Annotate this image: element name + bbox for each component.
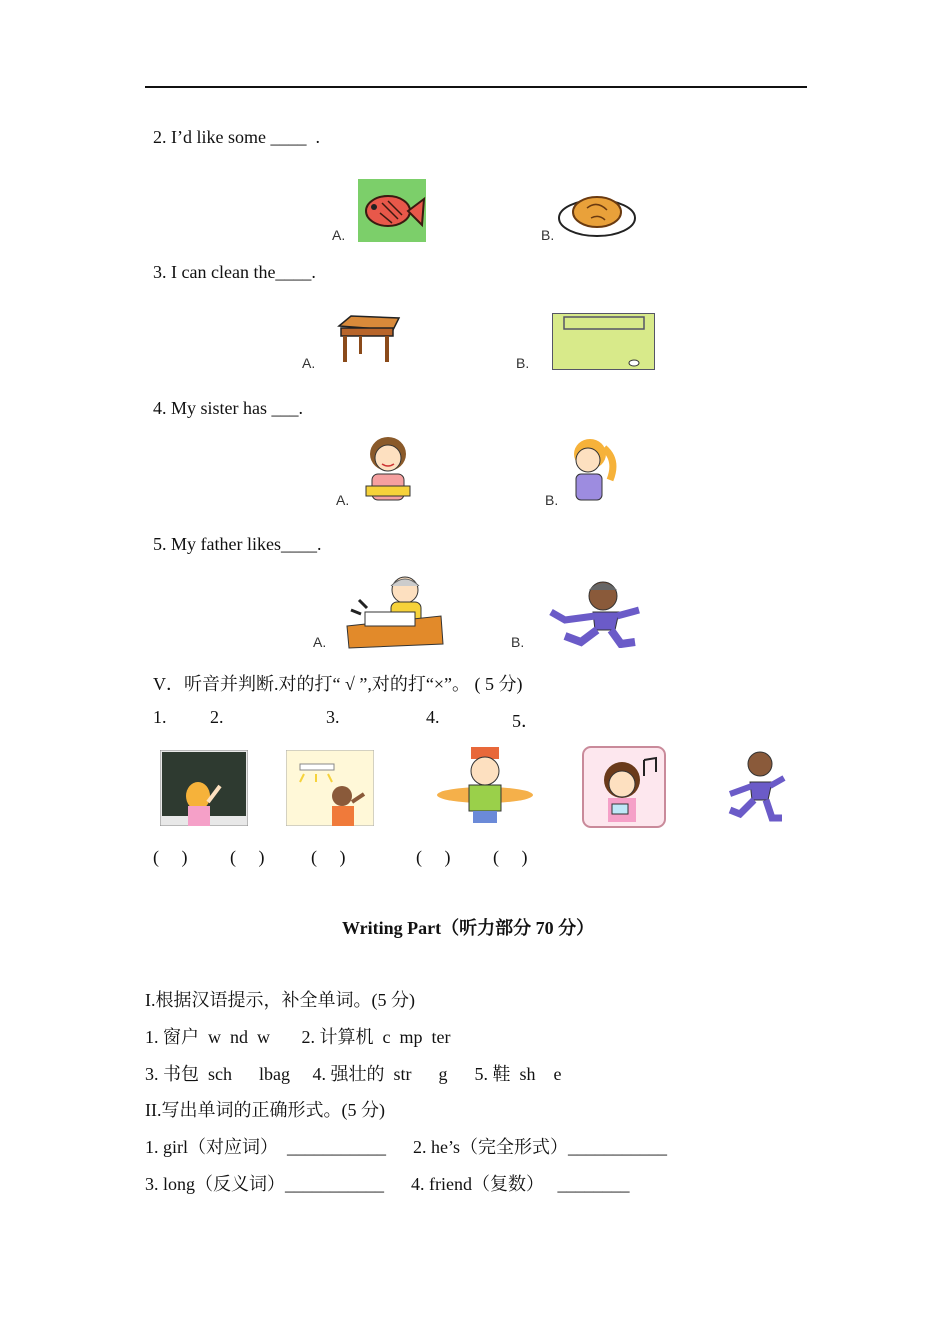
item-number-3: 3.: [326, 707, 340, 727]
question-4: 4. My sister has ___.: [153, 398, 303, 418]
man-painting-picture: [345, 570, 445, 650]
answer-bracket-5[interactable]: ( ): [493, 847, 528, 867]
boy-light-switch-picture: [286, 750, 374, 826]
fish-picture: [358, 179, 426, 242]
girl-listening-music-picture: [582, 746, 666, 828]
girl-at-blackboard-picture: [160, 750, 248, 826]
boy-running-picture: [720, 748, 790, 828]
answer-bracket-2[interactable]: ( ): [230, 847, 265, 867]
writing-part-1-title: I.根据汉语提示，补全单词。(5 分): [145, 990, 415, 1010]
answer-bracket-1[interactable]: ( ): [153, 847, 188, 867]
girl-ponytail-picture: [566, 436, 618, 506]
option-a-label: A.: [302, 355, 316, 371]
answer-bracket-4[interactable]: ( ): [416, 847, 451, 867]
chicken-picture: [557, 190, 637, 238]
question-2: 2. I’d like some ____ .: [153, 127, 320, 147]
writing-part-heading: Writing Part（听力部分 70 分）: [342, 918, 595, 938]
door-picture: [552, 313, 655, 370]
writing-part-1-line-1: 1. 窗户 w nd w 2. 计算机 c mp ter: [145, 1027, 451, 1047]
question-3: 3. I can clean the____.: [153, 262, 316, 282]
top-rule: [145, 86, 807, 88]
option-a-label: A.: [313, 634, 327, 650]
option-b-label: B.: [541, 227, 555, 243]
question-5: 5. My father likes____.: [153, 534, 322, 554]
man-with-hat-picture: [435, 745, 535, 825]
girl-short-hair-picture: [360, 434, 416, 508]
item-number-4: 4.: [426, 707, 440, 727]
item-number-5: 5．: [512, 711, 539, 731]
writing-part-2-line-1: 1. girl（对应词） ___________ 2. he’s（完全形式）___________: [145, 1137, 667, 1157]
option-a-label: A.: [336, 492, 350, 508]
man-running-picture: [545, 576, 649, 648]
desk-picture: [337, 314, 401, 364]
option-b-label: B.: [545, 492, 559, 508]
option-b-label: B.: [511, 634, 525, 650]
writing-part-2-line-2: 3. long（反义词）___________ 4. friend（复数） ________: [145, 1174, 630, 1194]
writing-part-1-line-2: 3. 书包 sch lbag 4. 强壮的 str g 5. 鞋 sh e: [145, 1064, 562, 1084]
option-b-label: B.: [516, 355, 530, 371]
answer-bracket-3[interactable]: ( ): [311, 847, 346, 867]
item-number-2: 2.: [210, 707, 224, 727]
writing-part-2-title: II.写出单词的正确形式。(5 分): [145, 1100, 385, 1120]
option-a-label: A.: [332, 227, 346, 243]
item-number-1: 1.: [153, 707, 167, 727]
section-5-title: V．听音并判断.对的打“ √ ”,对的打“×”。 ( 5 分): [153, 674, 523, 694]
